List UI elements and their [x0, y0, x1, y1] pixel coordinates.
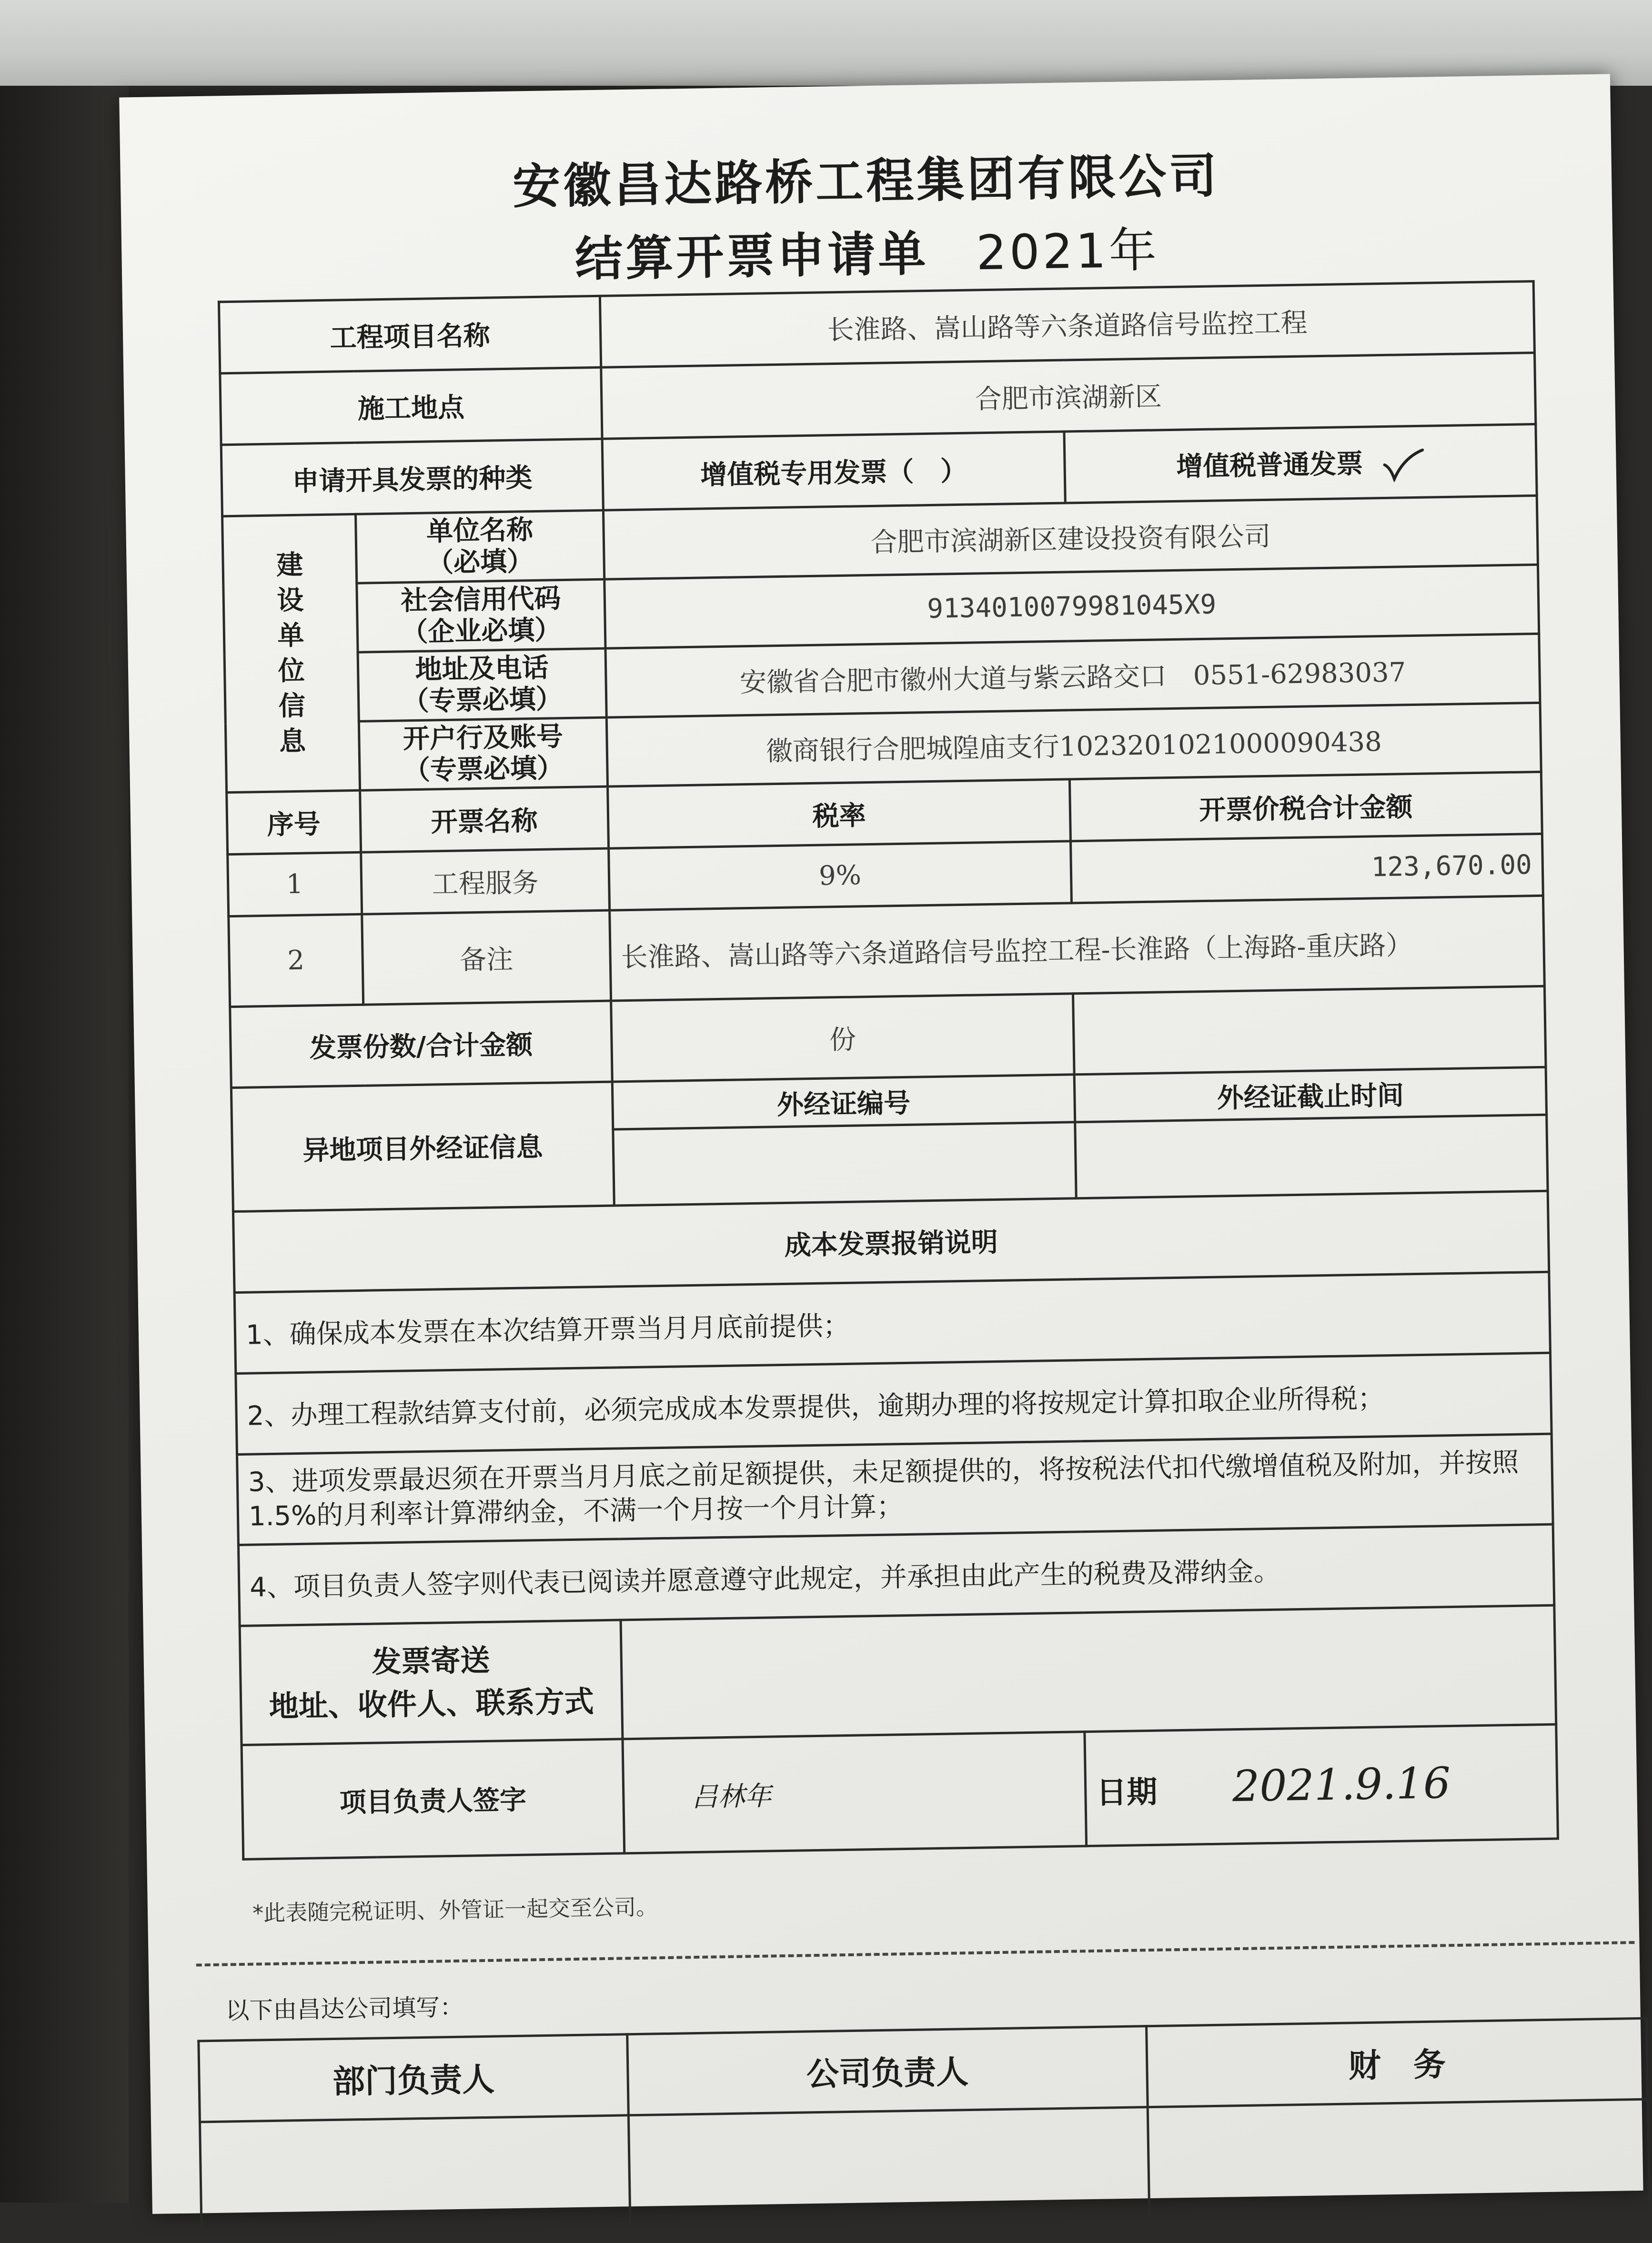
special-invoice-option[interactable]: 增值税专用发票（ ）: [602, 432, 1065, 510]
approval-sign-row: [200, 2099, 1650, 2241]
form-name: 结算开票申请单: [574, 225, 929, 287]
dept-head-field[interactable]: [200, 2115, 630, 2241]
credit-code-label: 社会信用代码 （企业必填）: [357, 579, 605, 652]
company-head-header: 公司负责人: [627, 2026, 1148, 2115]
mailing-label: 发票寄送 地址、收件人、联系方式: [240, 1620, 623, 1745]
remark-value[interactable]: 长淮路、嵩山路等六条道路信号监控工程-长淮路（上海路-重庆路）: [610, 895, 1545, 1001]
col-header-no: 序号: [227, 790, 361, 854]
cert-deadline-field[interactable]: [1075, 1115, 1548, 1198]
item-no: 1: [228, 852, 362, 916]
desk-background-left: [0, 86, 129, 2203]
date-cell: [1085, 1724, 1558, 1846]
col-header-amount: 开票价税合计金额: [1069, 772, 1542, 841]
handwritten-signature: 吕林年: [691, 1780, 772, 1813]
finance-header: 财 务: [1147, 2018, 1648, 2107]
company-name: 安徽昌达路桥工程集团有限公司: [512, 148, 1220, 215]
bank-account-label: 开户行及账号 （专票必填）: [359, 717, 607, 790]
col-header-name: 开票名称: [360, 786, 609, 852]
form-title: [120, 131, 1613, 296]
normal-invoice-option[interactable]: [1064, 424, 1537, 503]
checkmark-icon: [1381, 448, 1425, 482]
cost-note-1: 1、确保成本发票在本次结算开票当月月底前提供；: [234, 1272, 1550, 1373]
signature-field[interactable]: [623, 1732, 1087, 1853]
address-phone-label: 地址及电话 （专票必填）: [358, 648, 606, 721]
mailing-field[interactable]: [621, 1605, 1556, 1739]
cut-line-divider: [196, 1941, 1635, 1966]
project-name-label: 工程项目名称: [219, 296, 601, 373]
company-head-field[interactable]: [628, 2107, 1149, 2234]
col-header-rate: 税率: [608, 779, 1071, 848]
location-value[interactable]: 合肥市滨湖新区: [601, 352, 1536, 439]
invoice-type-label: 申请开具发票的种类: [221, 439, 603, 516]
normal-invoice-label: 增值税普通发票: [1176, 448, 1363, 483]
location-label: 施工地点: [220, 367, 602, 445]
cert-no-label: 外经证编号: [612, 1075, 1075, 1129]
invoice-count-label: 发票份数/合计金额: [230, 1001, 613, 1088]
dept-head-header: 部门负责人: [199, 2034, 629, 2122]
item-rate[interactable]: 9%: [609, 841, 1072, 910]
approval-table: [197, 2017, 1651, 2243]
cert-deadline-label: 外经证截止时间: [1074, 1067, 1546, 1122]
mailing-row: [240, 1605, 1556, 1745]
credit-code-value[interactable]: 913401007998104​5X9: [604, 564, 1539, 648]
cert-no-field[interactable]: [613, 1122, 1076, 1206]
finance-field[interactable]: [1148, 2099, 1650, 2226]
date-label: 日期: [1096, 1774, 1158, 1811]
address-phone-value[interactable]: 安徽省合肥市徽州大道与紫云路交口 0551-62983037: [605, 634, 1540, 717]
company-fill-note: 以下由昌达公司填写：: [225, 1993, 464, 2025]
footnote: *此表随完税证明、外管证一起交至公司。: [252, 1894, 658, 1926]
application-table: [218, 280, 1559, 1861]
cost-note-2: 2、办理工程款结算支付前，必须完成成本发票提供，逾期办理的将按规定计算扣取企业所得税；: [236, 1353, 1551, 1454]
cost-note-3: 3、进项发票最迟须在开票当月月底之前足额提供，未足额提供的，将按税法代扣代缴增值税及附加，并按照1.5%的月利率计算滞纳金，不满一个月按一个月计算；: [237, 1434, 1553, 1545]
signature-label: 项目负责人签字: [242, 1739, 625, 1860]
builder-name-label: 单位名称 （必填）: [355, 510, 604, 583]
signature-row: [242, 1724, 1558, 1859]
bank-account-value[interactable]: 徽商银行合肥城隍庙支行1023201021000090438: [606, 703, 1541, 786]
invoice-count-unit[interactable]: 份: [611, 994, 1075, 1082]
item-name[interactable]: 工程服务: [361, 848, 610, 914]
remark-label: 备注: [362, 910, 611, 1005]
out-of-town-label: 异地项目外经证信息: [231, 1082, 614, 1212]
builder-info-group-label: 建 设 单 位 信 息: [222, 514, 360, 792]
cost-note-4: 4、项目负责人签字则代表已阅读并愿意遵守此规定，并承担由此产生的税费及滞纳金。: [238, 1524, 1554, 1626]
invoice-total-field[interactable]: [1073, 986, 1546, 1075]
form-year: 2021年: [976, 222, 1160, 281]
builder-name-value[interactable]: 合肥市滨湖新区建设投资有限公司: [603, 495, 1538, 579]
desk-background-top: [0, 0, 1652, 86]
application-form-sheet: [119, 74, 1643, 2214]
project-name-value[interactable]: 长淮路、嵩山路等六条道路信号监控工程: [600, 281, 1534, 367]
remark-no: 2: [229, 914, 363, 1006]
cost-notes-header: 成本发票报销说明: [233, 1191, 1549, 1292]
date-value[interactable]: 2021.9.16: [1232, 1758, 1451, 1812]
item-amount[interactable]: 123,670.00: [1070, 834, 1543, 903]
